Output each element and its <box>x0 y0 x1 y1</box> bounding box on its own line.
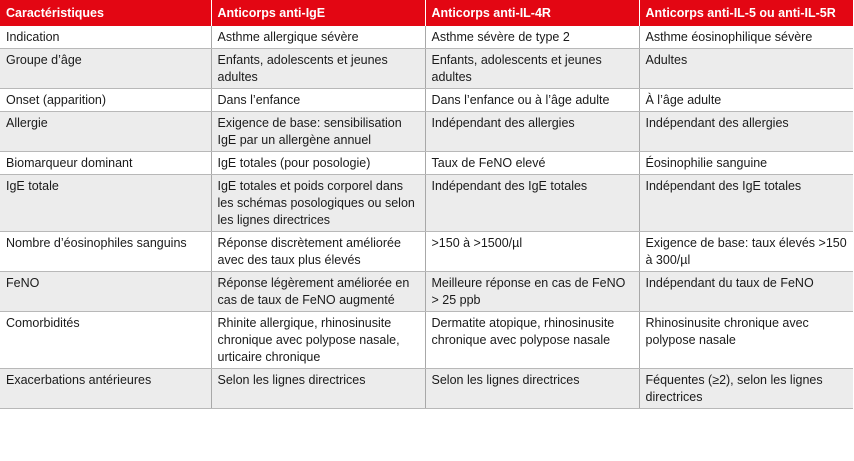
table-row <box>0 112 853 152</box>
table-header <box>0 0 853 26</box>
header-cell-anti-il4r: Anticorps anti-IL-4R <box>425 0 639 26</box>
table-cell: Rhinite allergique, rhinosinusite chronique avec polypose nasale, urticaire chronique <box>211 312 425 369</box>
header-cell-anti-il5: Anticorps anti-IL-5 ou anti-IL-5R <box>639 0 853 26</box>
header-cell-characteristics: Caractéristiques <box>0 0 211 26</box>
table-cell: Selon les lignes directrices <box>211 369 425 409</box>
table-row <box>0 152 853 175</box>
header-row <box>0 0 853 26</box>
row-label: Groupe d’âge <box>0 49 211 89</box>
table-cell: Rhinosinusite chronique avec polypose nasale <box>639 312 853 369</box>
table-cell: IgE totales (pour posologie) <box>211 152 425 175</box>
table-cell: Indépendant des IgE totales <box>425 175 639 232</box>
table-row <box>0 26 853 49</box>
table-cell: Indépendant des IgE totales <box>639 175 853 232</box>
row-label: Indication <box>0 26 211 49</box>
table-cell: Asthme éosinophilique sévère <box>639 26 853 49</box>
row-label: Exacerbations antérieures <box>0 369 211 409</box>
table-cell: Asthme allergique sévère <box>211 26 425 49</box>
row-label: Biomarqueur dominant <box>0 152 211 175</box>
table-row <box>0 232 853 272</box>
table-cell: Dans l’enfance ou à l’âge adulte <box>425 89 639 112</box>
table-row <box>0 175 853 232</box>
table-cell: À l’âge adulte <box>639 89 853 112</box>
table-cell: Réponse légèrement améliorée en cas de taux de FeNO augmenté <box>211 272 425 312</box>
table-cell: Enfants, adolescents et jeunes adultes <box>211 49 425 89</box>
table-cell: Réponse discrètement améliorée avec des taux plus élevés <box>211 232 425 272</box>
table-cell: Taux de FeNO elevé <box>425 152 639 175</box>
table-cell: Exigence de base: sensibilisation IgE par un allergène annuel <box>211 112 425 152</box>
row-label: Comorbidités <box>0 312 211 369</box>
table-cell: Indépendant des allergies <box>639 112 853 152</box>
table-cell: Adultes <box>639 49 853 89</box>
table-cell: Meilleure réponse en cas de FeNO > 25 ppb <box>425 272 639 312</box>
table-cell: Dermatite atopique, rhinosinusite chronique avec polypose nasale <box>425 312 639 369</box>
table-row <box>0 89 853 112</box>
header-cell-anti-ige: Anticorps anti-IgE <box>211 0 425 26</box>
table-body <box>0 26 853 409</box>
row-label: Nombre d’éosinophiles sanguins <box>0 232 211 272</box>
table-cell: Éosinophilie sanguine <box>639 152 853 175</box>
table-cell: Dans l’enfance <box>211 89 425 112</box>
table-cell: IgE totales et poids corporel dans les schémas posologiques ou selon les lignes directrices <box>211 175 425 232</box>
row-label: Allergie <box>0 112 211 152</box>
table-row <box>0 312 853 369</box>
row-label: Onset (apparition) <box>0 89 211 112</box>
table-cell: Indépendant des allergies <box>425 112 639 152</box>
table-cell: Asthme sévère de type 2 <box>425 26 639 49</box>
table-cell: Enfants, adolescents et jeunes adultes <box>425 49 639 89</box>
row-label: FeNO <box>0 272 211 312</box>
table-cell: Selon les lignes directrices <box>425 369 639 409</box>
table-cell: Exigence de base: taux élevés >150 à 300/µl <box>639 232 853 272</box>
row-label: IgE totale <box>0 175 211 232</box>
table-row <box>0 272 853 312</box>
table-cell: Féquentes (≥2), selon les lignes directrices <box>639 369 853 409</box>
table-row <box>0 49 853 89</box>
table-cell: Indépendant du taux de FeNO <box>639 272 853 312</box>
table-row <box>0 369 853 409</box>
table-cell: >150 à >1500/µl <box>425 232 639 272</box>
